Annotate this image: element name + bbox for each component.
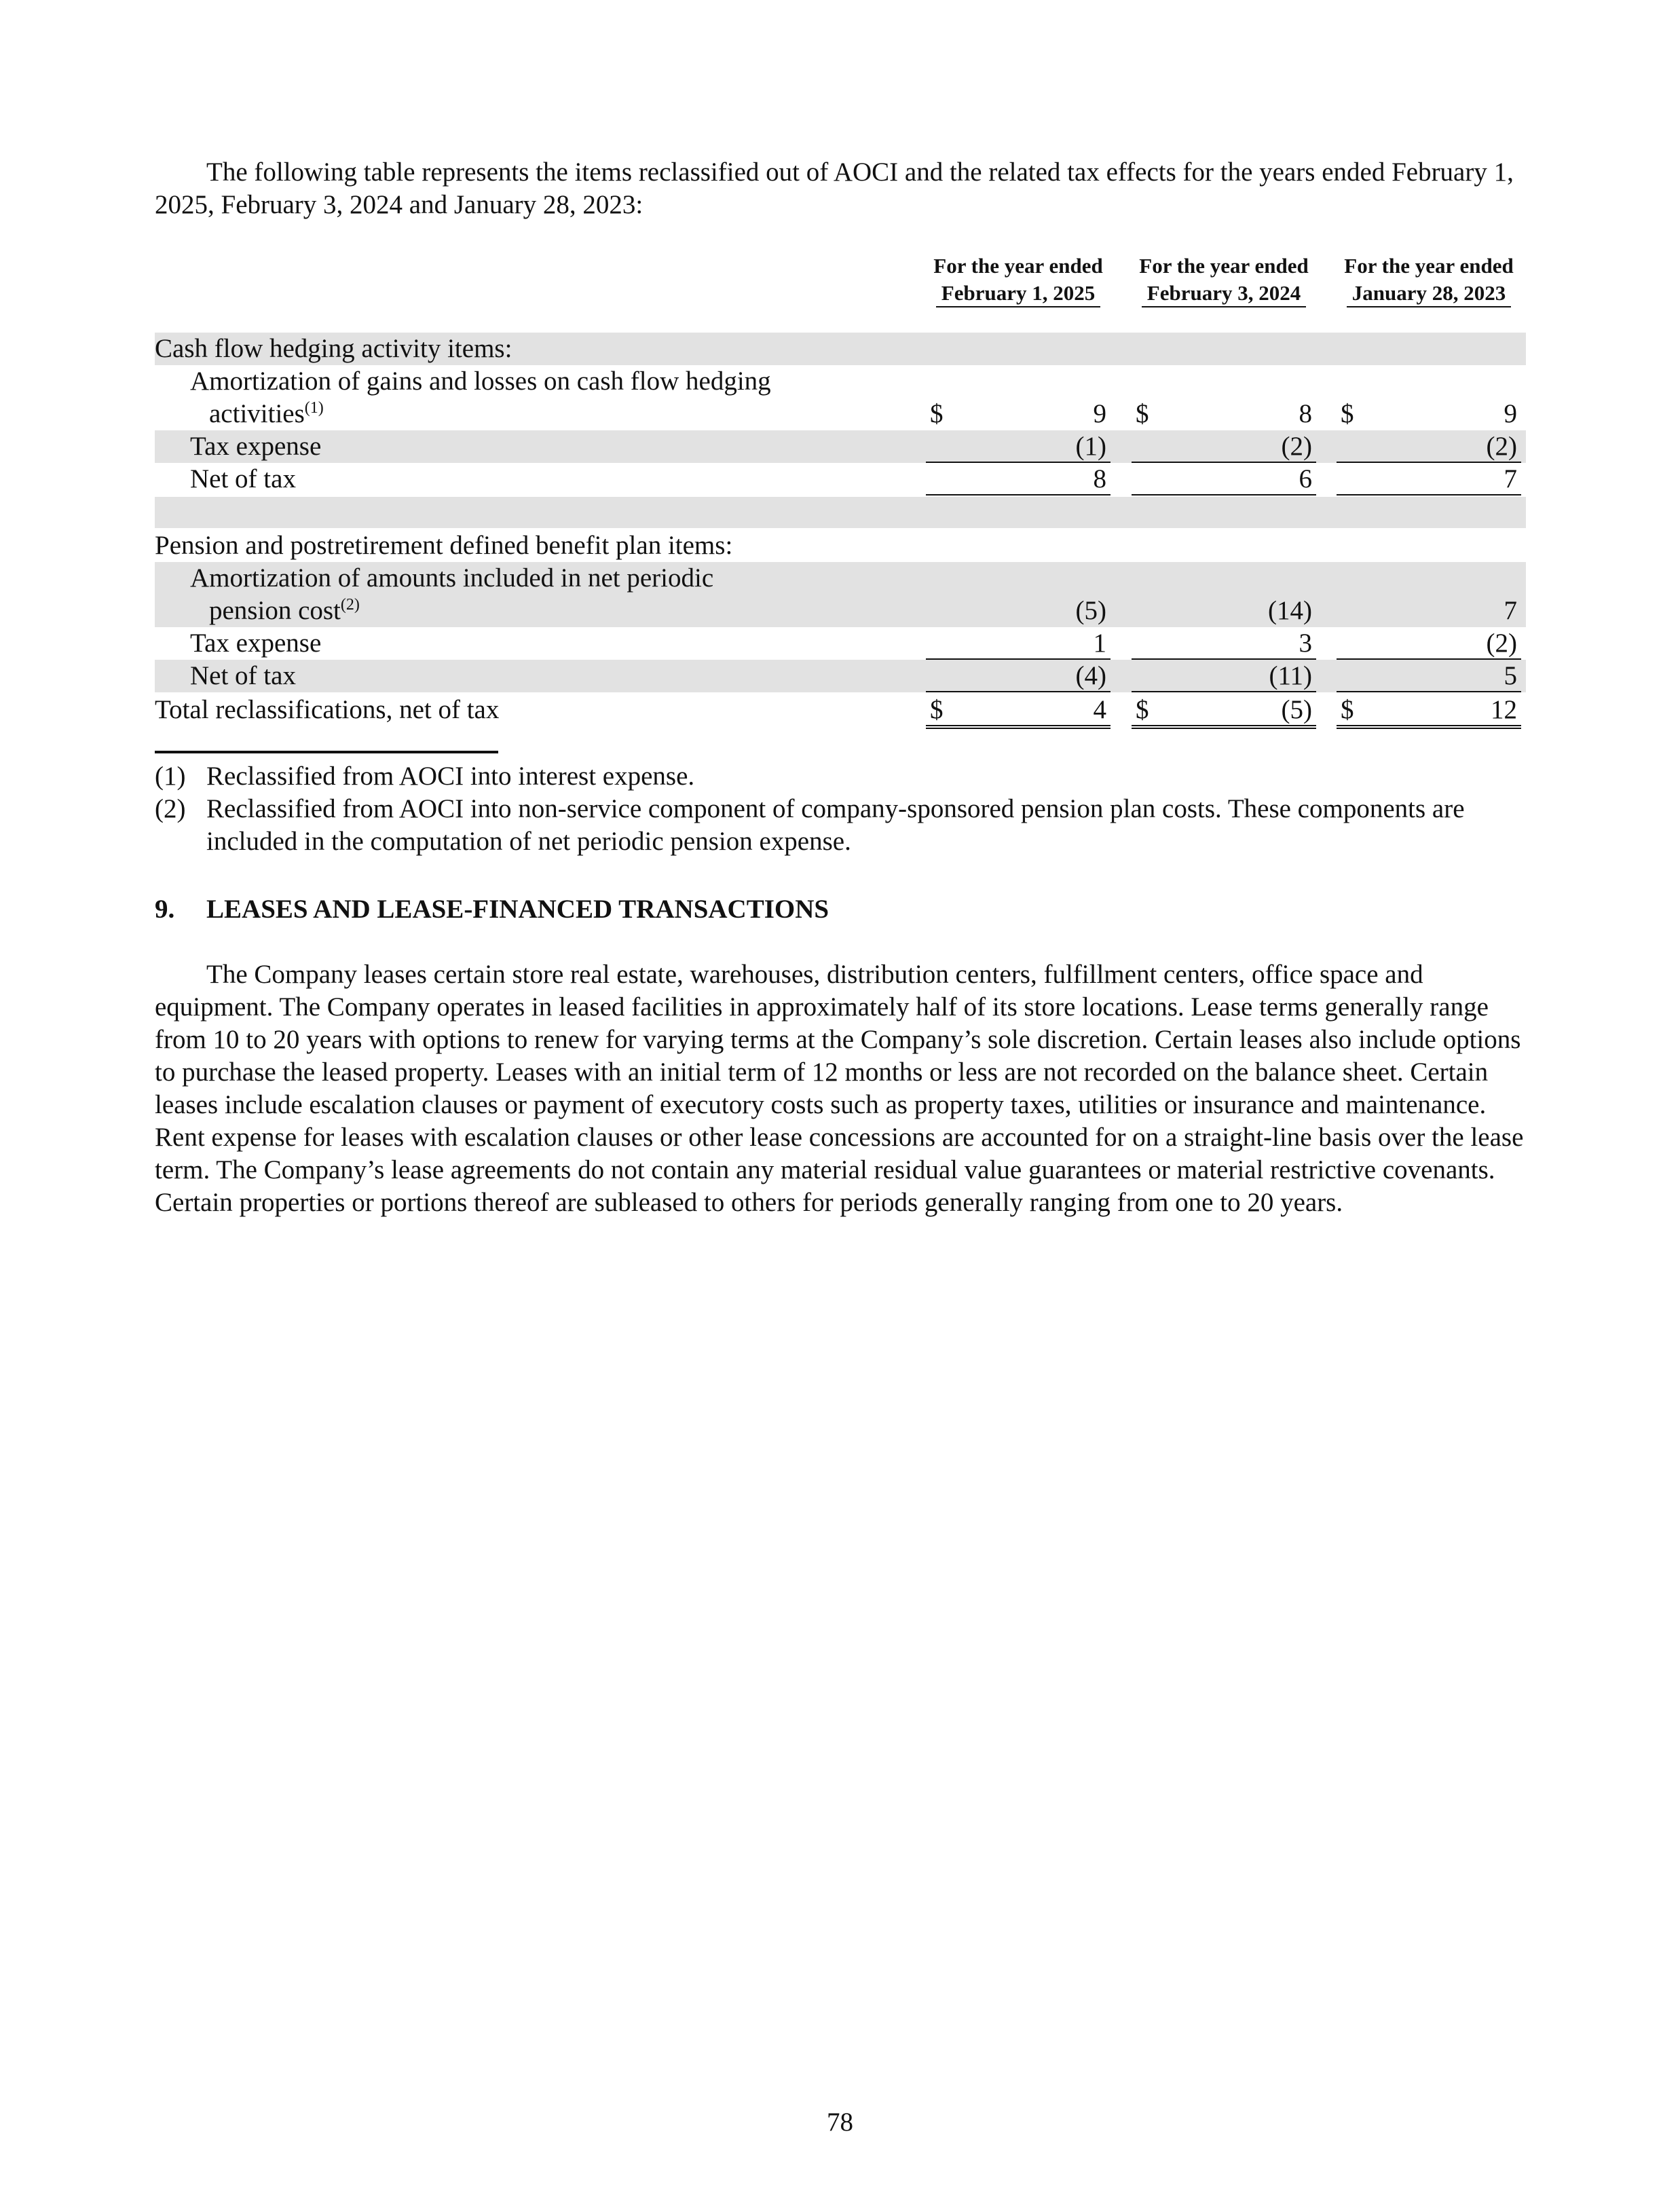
column-header-line2: January 28, 2023 — [1347, 280, 1512, 307]
section-heading — [155, 893, 829, 926]
value: (2) — [1281, 432, 1312, 461]
currency-symbol: $ — [930, 695, 944, 724]
body-paragraph — [155, 958, 1533, 1219]
value: (5) — [1281, 695, 1312, 724]
footnote-marker: (1) — [155, 762, 186, 791]
currency-symbol: $ — [1136, 695, 1149, 724]
footnote-2 — [155, 793, 1533, 858]
value: 3 — [1299, 629, 1312, 658]
table-row-cash-flow-header — [155, 333, 1526, 365]
value-cell — [1337, 627, 1521, 660]
value-cell — [926, 398, 1110, 430]
table-row-pension-amortization — [155, 562, 1526, 627]
column-header-line1: For the year ended — [1344, 254, 1514, 278]
value: 8 — [1093, 464, 1106, 493]
value-cell — [926, 627, 1110, 660]
value-cell — [926, 660, 1110, 692]
body-text: The Company leases certain store real estate, warehouses, distribution centers, fulfillment centers, office space and equipment. The Company operates in leased facilities in approximately half of its store locations. Lease terms generally range from 10 to 20 years with options to renew for varying terms at the Company’s sole discretion. Certain leases also include options to purchase the leased property. Leases with an initial term of 12 months or less are not recorded on the balance sheet. Certain leases include escalation clauses or payment of executory costs such as property taxes, utilities or insurance and maintenance. Rent expense for leases with escalation clauses or other lease concessions are accounted for on a straight-line basis over the lease term. The Company’s lease agreements do not contain any material residual value guarantees or material restrictive covenants. Certain properties or portions thereof are subleased to others for periods generally ranging from one to 20 years. — [155, 960, 1524, 1217]
value: (14) — [1268, 596, 1312, 625]
value: (2) — [1486, 432, 1517, 461]
table-row-pension-tax — [155, 627, 1526, 660]
row-label: Amortization of gains and losses on cash flow hedging — [190, 367, 771, 396]
column-header-2025 — [926, 252, 1110, 307]
row-label: Amortization of amounts included in net periodic — [190, 563, 714, 593]
value-cell — [1132, 595, 1316, 627]
table-row-pension-net — [155, 660, 1526, 692]
table-row-total — [155, 694, 1526, 726]
footnote-marker: (2) — [155, 794, 186, 823]
value: (1) — [1075, 432, 1106, 461]
value: 6 — [1299, 464, 1312, 493]
row-label: Net of tax — [190, 464, 296, 493]
value: 9 — [1093, 399, 1106, 428]
value-cell — [1337, 430, 1521, 463]
column-header-2023 — [1337, 252, 1521, 307]
footnote-divider — [155, 751, 498, 753]
value-cell — [926, 595, 1110, 627]
footnote-text: Reclassified from AOCI into non-service component of company-sponsored pension plan costs. These components are included in the computation of net periodic pension expense. — [206, 794, 1465, 856]
column-header-line1: For the year ended — [933, 254, 1103, 278]
value: 7 — [1504, 596, 1517, 625]
value: (11) — [1269, 661, 1312, 690]
footnote-text: Reclassified from AOCI into interest expense. — [206, 762, 695, 791]
value: 8 — [1299, 399, 1312, 428]
table-spacer-row — [155, 497, 1526, 528]
table-row-cash-flow-tax — [155, 430, 1526, 463]
intro-paragraph — [155, 156, 1533, 221]
row-label: Total reclassifications, net of tax — [155, 695, 500, 724]
value: (4) — [1075, 661, 1106, 690]
row-label: Tax expense — [190, 629, 322, 658]
value: (2) — [1486, 629, 1517, 658]
value-cell — [1132, 463, 1316, 495]
value-cell — [926, 694, 1110, 729]
value: (5) — [1075, 596, 1106, 625]
footnote-ref: (1) — [304, 399, 324, 417]
row-label-line2 — [209, 398, 324, 430]
column-header-line1: For the year ended — [1139, 254, 1309, 278]
value: 7 — [1504, 464, 1517, 493]
column-header-2024 — [1132, 252, 1316, 307]
value-cell — [1132, 430, 1316, 463]
value-cell — [1337, 660, 1521, 692]
section-label: Cash flow hedging activity items: — [155, 334, 512, 363]
currency-symbol: $ — [930, 399, 944, 428]
value-cell — [1132, 627, 1316, 660]
row-label: Tax expense — [190, 432, 322, 461]
value-cell — [1337, 694, 1521, 729]
row-label: Net of tax — [190, 661, 296, 690]
value-cell — [1132, 398, 1316, 430]
page-number: 78 — [827, 2108, 853, 2137]
currency-symbol: $ — [1136, 399, 1149, 428]
row-label-line2 — [209, 595, 360, 627]
value: 1 — [1093, 629, 1106, 658]
currency-symbol: $ — [1341, 399, 1354, 428]
row-label-text: pension cost — [209, 596, 341, 625]
footnote-ref: (2) — [340, 596, 360, 614]
currency-symbol: $ — [1341, 695, 1354, 724]
row-label-text: activities — [209, 399, 305, 428]
value: 4 — [1093, 695, 1106, 724]
table-row-pension-header — [155, 529, 1526, 562]
footnote-1 — [155, 760, 1533, 793]
section-title: LEASES AND LEASE-FINANCED TRANSACTIONS — [206, 895, 829, 924]
column-header-line2: February 1, 2025 — [936, 280, 1100, 307]
value-cell — [1337, 463, 1521, 495]
value-cell — [1132, 660, 1316, 692]
value-cell — [926, 463, 1110, 495]
value: 12 — [1491, 695, 1517, 724]
section-number: 9. — [155, 895, 175, 924]
value-cell — [926, 430, 1110, 463]
value-cell — [1337, 398, 1521, 430]
section-label: Pension and postretirement defined benefit plan items: — [155, 531, 733, 560]
value-cell — [1132, 694, 1316, 729]
column-header-line2: February 3, 2024 — [1142, 280, 1306, 307]
value-cell — [1337, 595, 1521, 627]
intro-text: The following table represents the items reclassified out of AOCI and the related tax effects for the years ended February 1, 2025, February 3, 2024 and January 28, 2023: — [155, 157, 1514, 219]
table-row-cash-flow-amortization — [155, 365, 1526, 430]
value: 9 — [1504, 399, 1517, 428]
table-row-cash-flow-net — [155, 463, 1526, 495]
value: 5 — [1504, 661, 1517, 690]
